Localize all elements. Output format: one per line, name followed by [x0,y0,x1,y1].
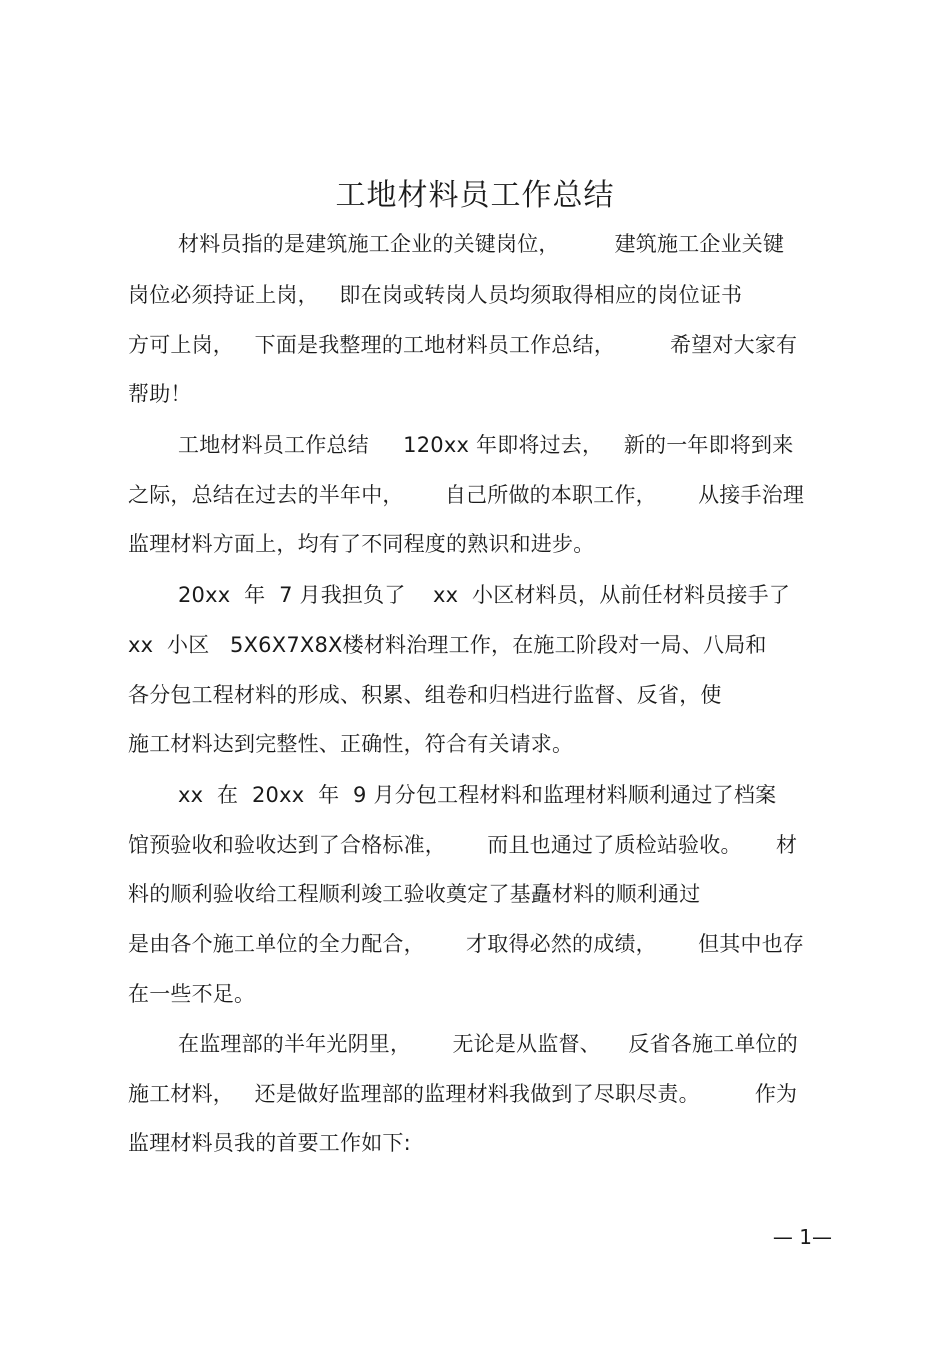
paragraph-line: 施工材料， 还是做好监理部的监理材料我做到了尽职尽责。 作为 [128,1082,798,1106]
paragraph-line: 岗位必须持证上岗， 即在岗或转岗人员均须取得相应的岗位证书 [128,283,743,307]
paragraph-line: 材料员指的是建筑施工企业的关键岗位， 建筑施工企业关键 [178,232,785,256]
paragraph-line: 监理材料员我的首要工作如下: [128,1131,411,1155]
paragraph-line: 20xx 年 7 月我担负了 xx 小区材料员，从前任材料员接手了 [178,583,791,607]
paragraph-line: 馆预验收和验收达到了合格标准， 而且也通过了质检站验收。 材 [128,833,798,857]
paragraph-line: 是由各个施工单位的全力配合， 才取得必然的成绩， 但其中也存 [128,932,805,956]
paragraph-line: 之际，总结在过去的半年中， 自己所做的本职工作， 从接手治理 [128,483,805,507]
paragraph-line: 各分包工程材料的形成、积累、组卷和归档进行监督、反省，使 [128,683,722,707]
page-number: — 1— [772,1225,832,1249]
paragraph-line: 在一些不足。 [128,982,256,1006]
paragraph-line: xx 小区 5X6X7X8X楼材料治理工作，在施工阶段对一局、八局和 [128,633,767,657]
document-title: 工地材料员工作总结 [335,178,615,213]
paragraph-line: xx 在 20xx 年 9 月分包工程材料和监理材料顺利通过了档案 [178,783,777,807]
paragraph-line: 方可上岗， 下面是我整理的工地材料员工作总结， 希望对大家有 [128,333,798,357]
paragraph-line: 在监理部的半年光阴里， 无论是从监督、 反省各施工单位的 [178,1032,798,1056]
paragraph-line: 料的顺利验收给工程顺利竣工验收奠定了基矗材料的顺利通过 [128,882,701,906]
paragraph-line: 工地材料员工作总结 120xx 年即将过去， 新的一年即将到来 [178,433,794,457]
paragraph-line: 帮助！ [128,382,192,406]
paragraph-line: 监理材料方面上，均有了不同程度的熟识和进步。 [128,532,595,556]
paragraph-line: 施工材料达到完整性、正确性，符合有关请求。 [128,732,574,756]
